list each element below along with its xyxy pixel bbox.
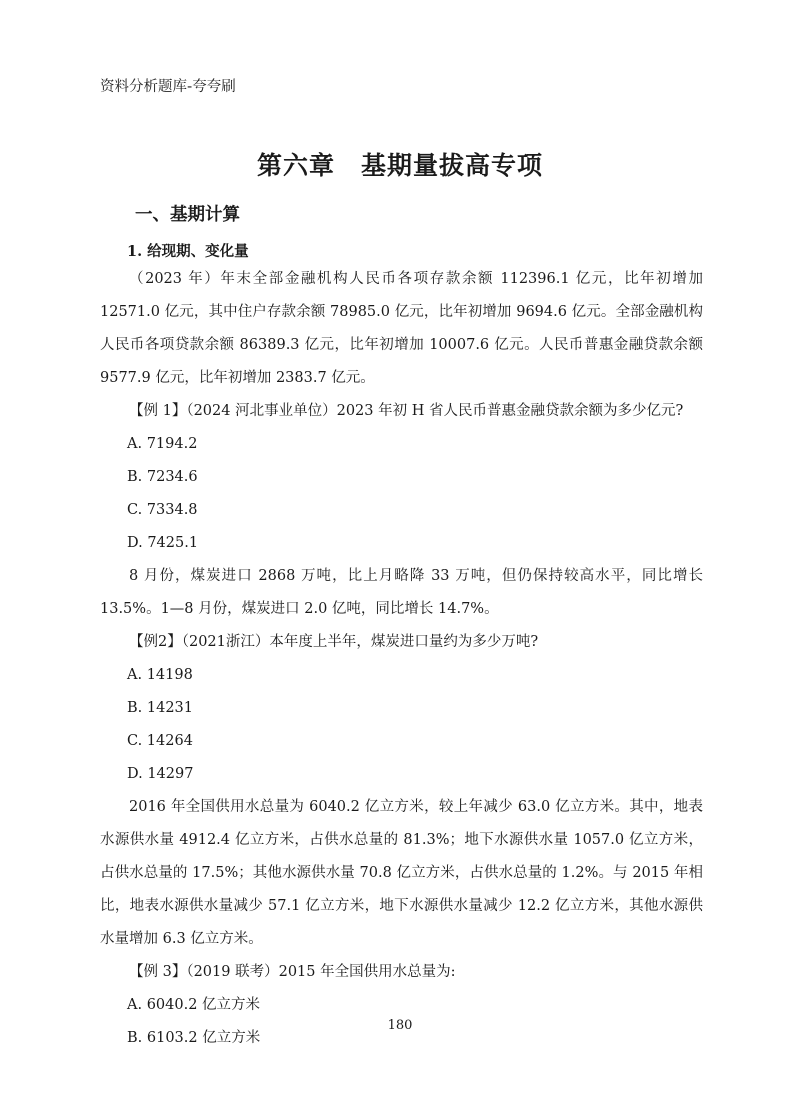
question-example-3: 【例 3】（2019 联考）2015 年全国供用水总量为: — [129, 964, 456, 980]
chapter-title: 基期量拔高专项 — [361, 151, 544, 180]
running-header: 资料分析题库-夸夸刷 — [100, 79, 236, 95]
paragraph-water: 2016 年全国供用水总量为 6040.2 亿立方米，较上年减少 63.0 亿立方米。其中，地表水源供水量 4912.4 亿立方米，占供水总量的 81.3%；地下水源供水量 1057.0 亿立方米，占供水总量的 17.5%；其他水源供水量 70.8 亿立方米，占供水总量的 1.2%。与 2015 年相比，地表水源供水量减少 57.1 亿立方米，地下水源供水量减少 12.2 亿立方米，其他水源供水量增加 6.3 亿立方米。 — [100, 799, 703, 947]
option-3b: B. 6103.2 亿立方米 — [127, 1030, 261, 1046]
paragraph-deposits: （2023 年）年末全部金融机构人民币各项存款余额 112396.1 亿元，比年初增加 12571.0 亿元，其中住户存款余额 78985.0 亿元，比年初增加 9694.6 亿元。全部金融机构人民币各项贷款余额 86389.3 亿元，比年初增加 10007.6 亿元。人民币普惠金融贷款余额 9577.9 亿元，比年初增加 2383.7 亿元。 — [100, 271, 703, 386]
option-2c: C. 14264 — [127, 733, 193, 749]
chapter-number: 第六章 — [256, 151, 335, 180]
paragraph-coal: 8 月份，煤炭进口 2868 万吨，比上月略降 33 万吨，但仍保持较高水平，同比增长 13.5%。1—8 月份，煤炭进口 2.0 亿吨，同比增长 14.7%。 — [100, 568, 703, 617]
page-number: 180 — [387, 1018, 413, 1033]
option-1c: C. 7334.8 — [127, 502, 198, 518]
option-1b: B. 7234.6 — [127, 469, 198, 485]
body-content — [100, 263, 703, 1055]
option-2a: A. 14198 — [127, 667, 193, 683]
section-heading: 一、基期计算 — [135, 205, 240, 225]
option-2b: B. 14231 — [127, 700, 194, 716]
option-1d: D. 7425.1 — [127, 535, 199, 551]
option-2d: D. 14297 — [127, 766, 194, 782]
option-1a: A. 7194.2 — [127, 436, 198, 452]
subsection-heading: 1. 给现期、变化量 — [127, 243, 249, 260]
question-example-1: 【例 1】（2024 河北事业单位）2023 年初 H 省人民币普惠金融贷款余额为多少亿元? — [129, 403, 684, 419]
question-example-2: 【例2】（2021浙江）本年度上半年，煤炭进口量约为多少万吨? — [129, 634, 539, 650]
chapter-heading — [0, 146, 800, 182]
option-3a: A. 6040.2 亿立方米 — [127, 997, 261, 1013]
